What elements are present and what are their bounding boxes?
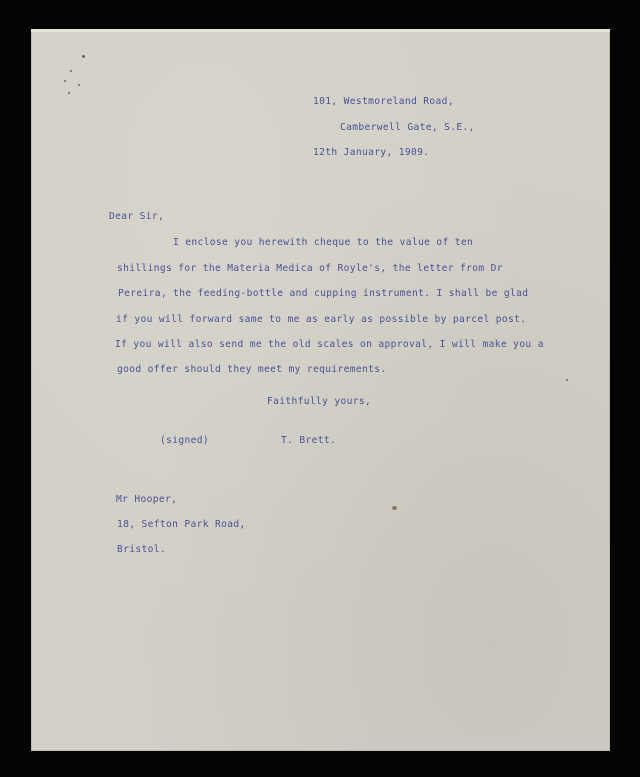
body-line: good offer should they meet my requirements. (117, 364, 387, 375)
paper-speck (78, 84, 80, 86)
paper-top-edge (31, 29, 610, 32)
paper-speck (68, 92, 70, 94)
paper-speck (82, 55, 85, 58)
recipient-city: Bristol. (117, 544, 167, 555)
body-line: if you will forward same to me as early as possible by parcel post. (116, 314, 527, 325)
body-line: Pereira, the feeding-bottle and cupping instrument. I shall be glad (118, 288, 529, 299)
recipient-street: 18, Sefton Park Road, (117, 519, 246, 530)
closing: Faithfully yours, (267, 396, 372, 407)
sender-address-line-2: Camberwell Gate, S.E., (340, 122, 475, 133)
signed-note: (signed) (160, 435, 210, 446)
body-line: I enclose you herewith cheque to the value of ten (173, 237, 474, 248)
paper-speck (70, 70, 72, 72)
salutation: Dear Sir, (109, 211, 165, 222)
paper-speck (392, 506, 397, 510)
body-line: shillings for the Materia Medica of Royle's, the letter from Dr (117, 263, 503, 274)
recipient-name: Mr Hooper, (116, 494, 178, 505)
letter-sheet (31, 29, 610, 751)
body-line: If you will also send me the old scales on approval, I will make you a (115, 339, 544, 350)
signature: T. Brett. (281, 435, 337, 446)
sender-address-line-1: 101, Westmoreland Road, (313, 96, 454, 107)
paper-speck (566, 379, 568, 381)
letter-date: 12th January, 1909. (313, 147, 430, 158)
paper-speck (64, 80, 66, 82)
